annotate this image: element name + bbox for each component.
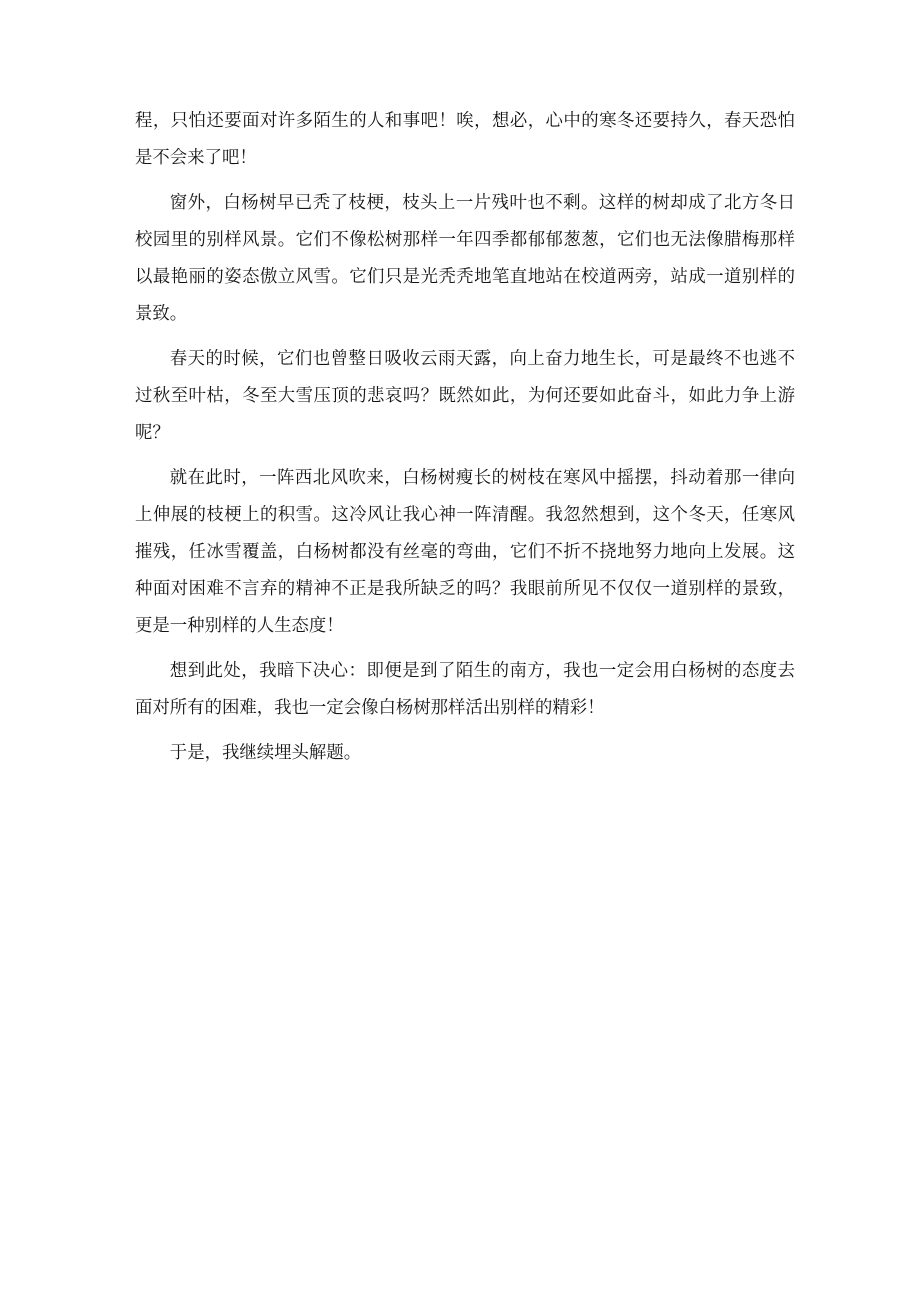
paragraph-spring-question: 春天的时候，它们也曾整日吸收云雨天露，向上奋力地生长，可是最终不也逃不过秋至叶枯，冬至大雪压顶的悲哀吗？既然如此，为何还要如此奋斗，如此力争上游呢？ — [135, 349, 795, 443]
essay-body — [135, 103, 795, 780]
paragraph-resolution: 想到此处，我暗下决心：即便是到了陌生的南方，我也一定会用白杨树的态度去面对所有的困难，我也一定会像白杨树那样活出别样的精彩！ — [135, 661, 795, 718]
paragraph-conclusion: 于是，我继续埋头解题。 — [169, 743, 362, 763]
paragraph-northwest-wind: 就在此时，一阵西北风吹来，白杨树瘦长的树枝在寒风中摇摆，抖动着那一律向上伸展的枝梗上的积雪。这冷风让我心神一阵清醒。我忽然想到，这个冬天，任寒风摧残，任冰雪覆盖，白杨树都没有丝毫的弯曲，它们不折不挠地努力地向上发展。这种面对困难不言弃的精神不正是我所缺乏的吗？我眼前所见不仅仅一道别样的景致，更是一种别样的人生态度！ — [135, 468, 795, 636]
paragraph-window-poplar: 窗外，白杨树早已秃了枝梗，枝头上一片残叶也不剩。这样的树却成了北方冬日校园里的别样风景。它们不像松树那样一年四季都郁郁葱葱，它们也无法像腊梅那样以最艳丽的姿态傲立风雪。它们只是光秃秃地笔直地站在校道两旁，站成一道别样的景致。 — [135, 193, 795, 324]
paragraph-continuation: 程，只怕还要面对许多陌生的人和事吧！唉，想必，心中的寒冬还要持久，春天恐怕是不会来了吧！ — [135, 111, 795, 168]
